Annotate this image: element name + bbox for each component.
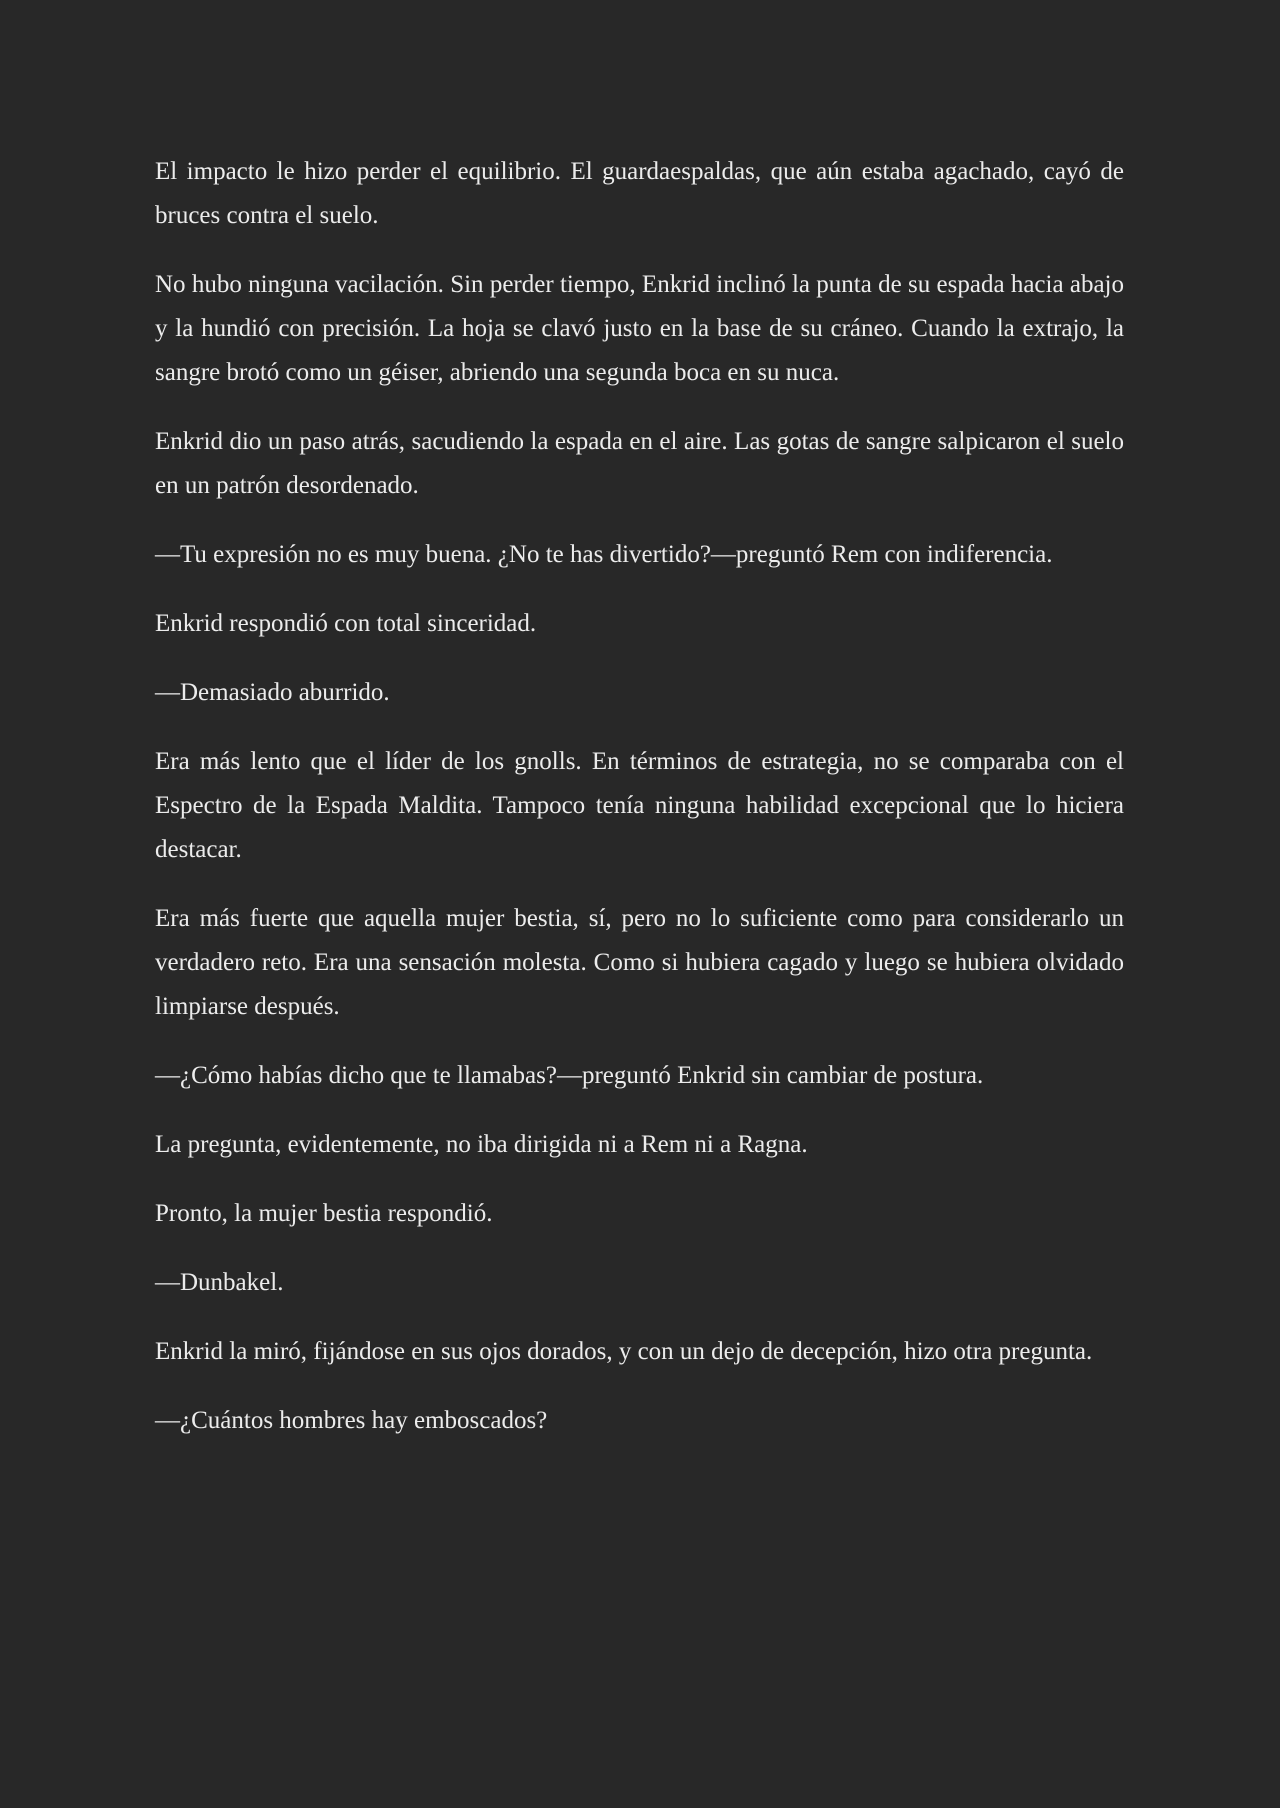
paragraph: Pronto, la mujer bestia respondió. [155, 1200, 493, 1227]
chapter-text [155, 150, 1124, 1443]
paragraph: —Dunbakel. [155, 1269, 284, 1296]
paragraph: Era más fuerte que aquella mujer bestia, sí, pero no lo suficiente como para considerarlo un verdadero reto. Era una sensación molesta. Como si hubiera cagado y luego se hubiera olvidado limpiarse después. [155, 905, 1124, 1020]
paragraph: —Tu expresión no es muy buena. ¿No te has divertido?—preguntó Rem con indiferencia. [155, 541, 1053, 568]
paragraph: —Demasiado aburrido. [155, 679, 390, 706]
paragraph: —¿Cómo habías dicho que te llamabas?—preguntó Enkrid sin cambiar de postura. [155, 1062, 984, 1089]
paragraph: Enkrid dio un paso atrás, sacudiendo la espada en el aire. Las gotas de sangre salpicaron el suelo en un patrón desordenado. [155, 428, 1124, 499]
paragraph: —¿Cuántos hombres hay emboscados? [155, 1407, 548, 1434]
paragraph: Era más lento que el líder de los gnolls. En términos de estrategia, no se comparaba con el Espectro de la Espada Maldita. Tampoco tenía ninguna habilidad excepcional que lo hiciera destacar. [155, 748, 1124, 863]
paragraph: El impacto le hizo perder el equilibrio. El guardaespaldas, que aún estaba agachado, cayó de bruces contra el suelo. [155, 158, 1124, 229]
paragraph: Enkrid la miró, fijándose en sus ojos dorados, y con un dejo de decepción, hizo otra pregunta. [155, 1338, 1093, 1365]
paragraph: Enkrid respondió con total sinceridad. [155, 610, 537, 637]
paragraph: No hubo ninguna vacilación. Sin perder tiempo, Enkrid inclinó la punta de su espada hacia abajo y la hundió con precisión. La hoja se clavó justo en la base de su cráneo. Cuando la extrajo, la sangre brotó como un géiser, abriendo una segunda boca en su nuca. [155, 271, 1124, 386]
paragraph: La pregunta, evidentemente, no iba dirigida ni a Rem ni a Ragna. [155, 1131, 808, 1158]
